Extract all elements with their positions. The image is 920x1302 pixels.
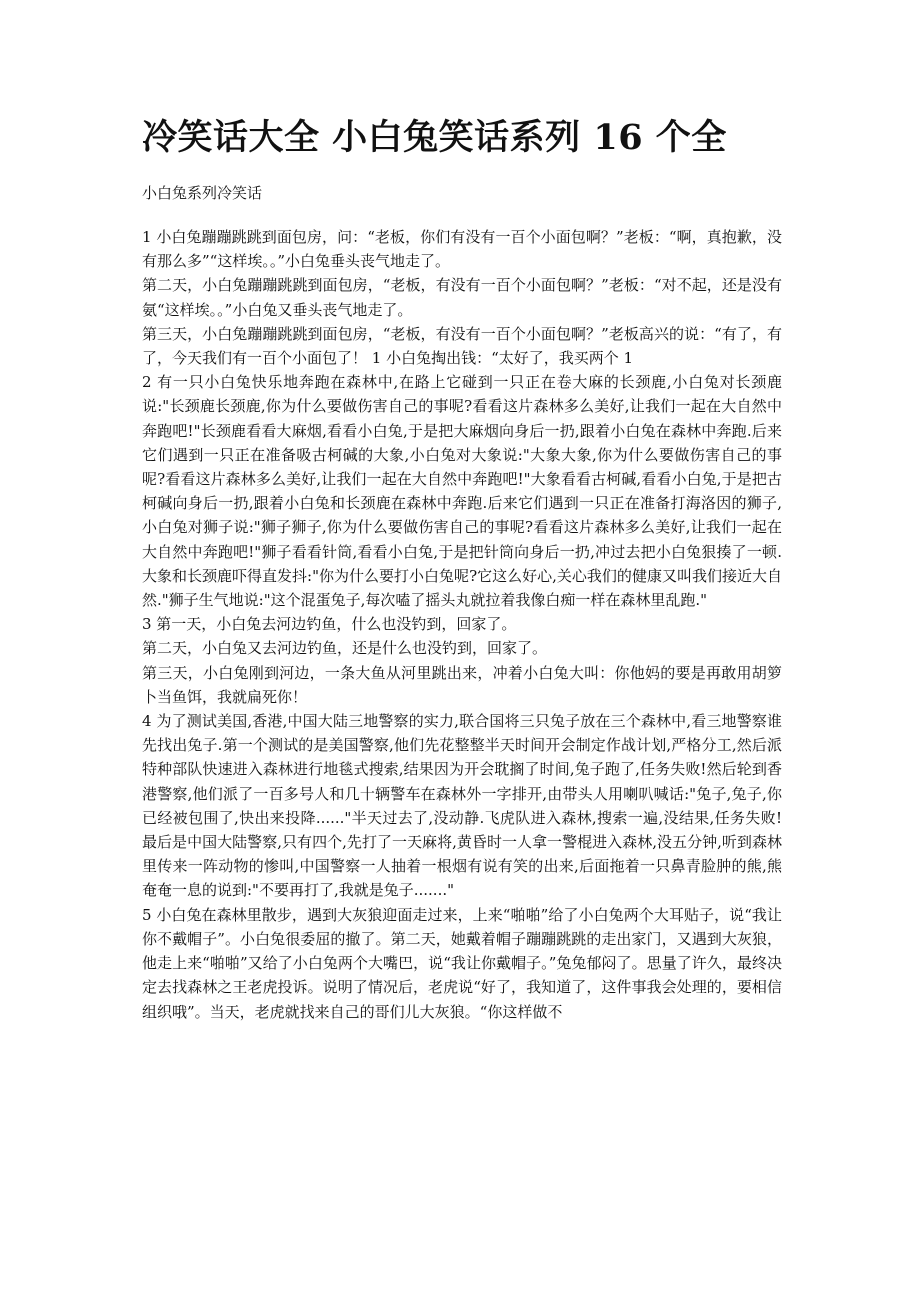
paragraph: 第二天，小白兔蹦蹦跳跳到面包房，“老板，有没有一百个小面包啊？”老板：“对不起，还是没有氨“这样埃。。”小白兔又垂头丧气地走了。: [142, 276, 782, 319]
document-subtitle: 小白兔系列冷笑话: [142, 184, 263, 202]
paragraph: 5 小白兔在森林里散步，遇到大灰狼迎面走过来，上来“啪啪”给了小白兔两个大耳贴子，说“我让你不戴帽子”。小白兔很委屈的撤了。第二天，她戴着帽子蹦蹦跳跳的走出家门，又遇到大灰狼，他走上来“啪啪”又给了小白兔两个大嘴巴，说“我让你戴帽子。”兔兔郁闷了。思量了许久，最终决定去找森林之王老虎投诉。说明了情况后，老虎说“好了，我知道了，这件事我会处理的，要相信组织哦”。当天，老虎就找来自己的哥们儿大灰狼。“你这样做不: [142, 905, 782, 1021]
paragraph: 1 小白兔蹦蹦跳跳到面包房，问：“老板，你们有没有一百个小面包啊？”老板：“啊，真抱歉，没有那么多”“这样埃。。”小白兔垂头丧气地走了。: [142, 228, 782, 271]
paragraph: 2 有一只小白兔快乐地奔跑在森林中,在路上它碰到一只正在卷大麻的长颈鹿,小白兔对长颈鹿说:"长颈鹿长颈鹿,你为什么要做伤害自己的事呢?看看这片森林多么美好,让我们一起在大自然中奔跑吧!"长颈鹿看看大麻烟,看看小白兔,于是把大麻烟向身后一扔,跟着小白兔在森林中奔跑.后来它们遇到一只正在准备吸古柯碱的大象,小白兔对大象说:"大象大象,你为什么要做伤害自己的事呢?看看这片森林多么美好,让我们一起在大自然中奔跑吧!"大象看看古柯碱,看看小白兔,于是把古柯碱向身后一扔,跟着小白兔和长颈鹿在森林中奔跑.后来它们遇到一只正在准备打海洛因的狮子,小白兔对狮子说:"狮子狮子,你为什么要做伤害自己的事呢?看看这片森林多么美好,让我们一起在大自然中奔跑吧!"狮子看看针筒,看看小白兔,于是把针筒向身后一扔,冲过去把小白兔狠揍了一顿.大象和长颈鹿吓得直发抖:"你为什么要打小白兔呢?它这么好心,关心我们的健康又叫我们接近大自然."狮子生气地说:"这个混蛋兔子,每次嗑了摇头丸就拉着我像白痴一样在森林里乱跑.": [142, 373, 782, 610]
document-title: 冷笑话大全 小白兔笑话系列 16 个全: [142, 117, 727, 158]
paragraph: 第三天，小白兔刚到河边，一条大鱼从河里跳出来，冲着小白兔大叫：你他妈的要是再敢用胡箩卜当鱼饵，我就扁死你！: [142, 663, 782, 706]
paragraph: 第二天，小白兔又去河边钓鱼，还是什么也没钓到，回家了。: [142, 639, 548, 658]
paragraph: 4 为了测试美国,香港,中国大陆三地警察的实力,联合国将三只兔子放在三个森林中,看三地警察谁先找出兔子.第一个测试的是美国警察,他们先花整整半天时间开会制定作战计划,严格分工,然后派特种部队快速进入森林进行地毯式搜索,结果因为开会耽搁了时间,兔子跑了,任务失败!然后轮到香港警察,他们派了一百多号人和几十辆警车在森林外一字排开,由带头人用喇叭喊话:"兔子,兔子,你已经被包围了,快出来投降......"半天过去了,没动静.飞虎队进入森林,搜索一遍,没结果,任务失败!最后是中国大陆警察,只有四个,先打了一天麻将,黄昏时一人拿一警棍进入森林,没五分钟,听到森林里传来一阵动物的惨叫,中国警察一人抽着一根烟有说有笑的出来,后面拖着一只鼻青脸肿的熊,熊奄奄一息的说到:"不要再打了,我就是兔子.......": [142, 712, 782, 900]
paragraph: 3 第一天，小白兔去河边钓鱼，什么也没钓到，回家了。: [142, 615, 517, 634]
document-body: [142, 225, 782, 1024]
document-page: [142, 112, 782, 1024]
paragraph: 第三天，小白兔蹦蹦跳跳到面包房，“老板，有没有一百个小面包啊？”老板高兴的说：“有了，有了，今天我们有一百个小面包了！ 1 小白兔掏出钱：“太好了，我买两个 1: [142, 324, 782, 368]
